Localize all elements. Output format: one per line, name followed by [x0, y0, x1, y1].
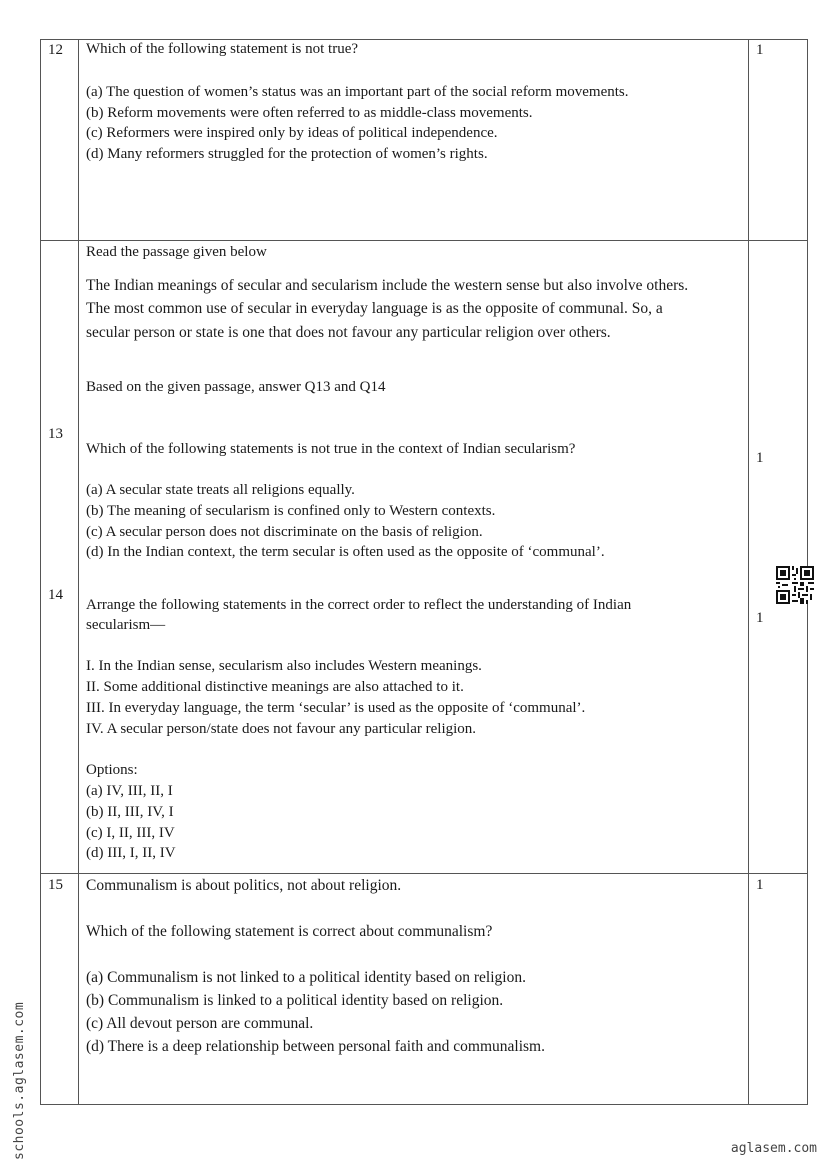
question-text: secularism— [86, 617, 166, 633]
question-number: 13 [48, 426, 63, 442]
option-a: (a) A secular state treats all religions equally. [86, 482, 355, 498]
table-border-bottom [40, 1104, 808, 1105]
option-b: (b) The meaning of secularism is confined only to Western contexts. [86, 503, 496, 519]
question-text: Which of the following statement is correct about communalism? [86, 923, 493, 940]
table-row-divider [40, 873, 808, 874]
statement-item: IV. A secular person/state does not favour any particular religion. [86, 721, 477, 737]
table-border-left [40, 39, 41, 1105]
passage-instruction: Based on the given passage, answer Q13 and Q14 [86, 379, 386, 395]
statement-item: I. In the Indian sense, secularism also includes Western meanings. [86, 658, 482, 674]
passage-line: The Indian meanings of secular and secularism include the western sense but also involve others. [86, 277, 689, 294]
passage-line: The most common use of secular in everyday language is as the opposite of communal. So, a [86, 300, 663, 317]
question-marks: 1 [756, 42, 764, 58]
question-marks: 1 [756, 877, 764, 893]
option-b: (b) II, III, IV, I [86, 804, 174, 820]
option-a: (a) Communalism is not linked to a political identity based on religion. [86, 969, 526, 986]
table-column-divider [748, 39, 749, 1105]
option-a: (a) IV, III, II, I [86, 783, 173, 799]
table-column-divider [78, 39, 79, 1105]
statement-item: II. Some additional distinctive meanings are also attached to it. [86, 679, 464, 695]
option-c: (c) A secular person does not discriminate on the basis of religion. [86, 524, 483, 540]
option-d: (d) In the Indian context, the term secular is often used as the opposite of ‘communal’. [86, 544, 605, 560]
qr-code-icon [776, 566, 814, 604]
passage-line: secular person or state is one that does not favour any particular religion over others. [86, 324, 611, 341]
passage-heading: Read the passage given below [86, 244, 267, 260]
footer-watermark: aglasem.com [730, 1141, 817, 1156]
question-number: 12 [48, 42, 63, 58]
side-watermark: schools.aglasem.com [12, 1001, 27, 1160]
option-a: (a) The question of women’s status was an important part of the social reform movements. [86, 84, 629, 100]
question-marks: 1 [756, 610, 764, 626]
question-text: Which of the following statements is not true in the context of Indian secularism? [86, 441, 576, 457]
question-number: 14 [48, 587, 63, 603]
option-c: (c) Reformers were inspired only by ideas of political independence. [86, 125, 498, 141]
question-statement: Communalism is about politics, not about religion. [86, 877, 402, 894]
option-d: (d) III, I, II, IV [86, 845, 176, 861]
question-text: Arrange the following statements in the correct order to reflect the understanding of Indian [86, 597, 632, 613]
table-row-divider [40, 240, 808, 241]
option-c: (c) I, II, III, IV [86, 825, 175, 841]
statement-item: III. In everyday language, the term ‘secular’ is used as the opposite of ‘communal’. [86, 700, 586, 716]
question-text: Which of the following statement is not true? [86, 41, 359, 57]
question-marks: 1 [756, 450, 764, 466]
option-c: (c) All devout person are communal. [86, 1015, 314, 1032]
question-number: 15 [48, 877, 63, 893]
option-b: (b) Communalism is linked to a political identity based on religion. [86, 992, 504, 1009]
option-d: (d) There is a deep relationship between personal faith and communalism. [86, 1038, 545, 1055]
option-d: (d) Many reformers struggled for the protection of women’s rights. [86, 146, 488, 162]
option-b: (b) Reform movements were often referred to as middle-class movements. [86, 105, 533, 121]
options-label: Options: [86, 762, 138, 778]
